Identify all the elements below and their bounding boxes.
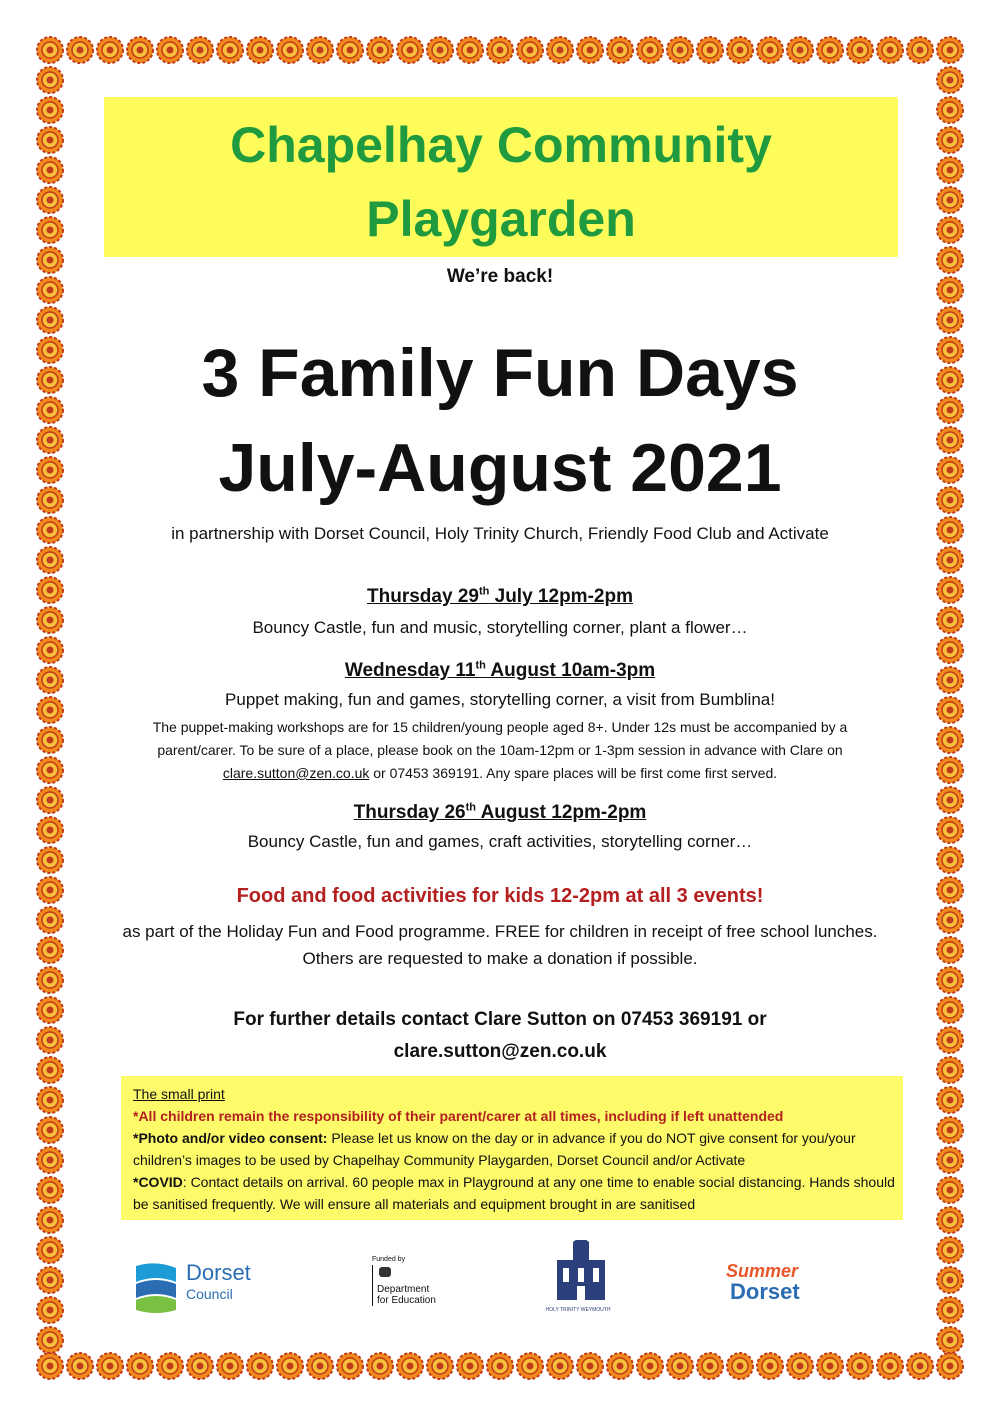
sun-icon <box>907 37 933 63</box>
sun-icon <box>937 127 963 153</box>
sun-icon <box>37 1267 63 1293</box>
note-text-a: The puppet-making workshops are for 15 children/young people aged 8+. Under 12s must be accompanied by a parent/carer. To be sure of a place, please book on the 10am-12pm or 1-3pm session in advance with Clare on <box>152 719 848 758</box>
dfe-line-2: for Education <box>377 1295 436 1306</box>
sun-icon <box>37 187 63 213</box>
dorset-council-emblem-icon <box>132 1260 180 1316</box>
sun-icon <box>937 997 963 1023</box>
contact-details <box>120 1004 880 1068</box>
sun-icon <box>937 217 963 243</box>
sun-icon <box>37 97 63 123</box>
sun-icon <box>157 1353 183 1379</box>
sun-icon <box>667 37 693 63</box>
sun-icon <box>937 1117 963 1143</box>
sun-icon <box>37 217 63 243</box>
summer-dorset-logo <box>726 1262 822 1312</box>
sun-icon <box>817 1353 843 1379</box>
sun-icon <box>937 727 963 753</box>
photo-consent <box>133 1127 895 1171</box>
sun-icon <box>637 37 663 63</box>
tagline: We’re back! <box>446 266 554 287</box>
sun-icon <box>97 1353 123 1379</box>
event-1-day: Thursday 29 <box>367 586 479 608</box>
event-3-rest: August 12pm-2pm <box>476 802 647 824</box>
sun-icon <box>127 37 153 63</box>
sun-icon <box>937 187 963 213</box>
partners-text: in partnership with Dorset Council, Holy Trinity Church, Friendly Food Club and Activate <box>171 524 829 543</box>
sun-icon <box>937 907 963 933</box>
sun-icon <box>37 37 63 63</box>
sun-icon <box>697 37 723 63</box>
sun-icon <box>187 37 213 63</box>
sun-icon <box>607 1353 633 1379</box>
sun-icon <box>127 1353 153 1379</box>
sun-icon <box>937 1327 963 1353</box>
event-3-ordinal: th <box>465 802 476 814</box>
sun-icon <box>247 37 273 63</box>
sun-icon <box>937 97 963 123</box>
sun-icon <box>457 37 483 63</box>
event-description-2: Puppet making, fun and games, storytelling corner, a visit from Bumblina! <box>225 690 775 709</box>
sun-icon <box>217 37 243 63</box>
sun-icon <box>727 1353 753 1379</box>
sun-icon <box>937 157 963 183</box>
sun-icon <box>37 997 63 1023</box>
headline <box>0 326 1000 516</box>
sun-icon <box>787 1353 813 1379</box>
sun-icon <box>667 1353 693 1379</box>
sun-icon <box>937 1027 963 1053</box>
sun-icon <box>37 127 63 153</box>
note-text-b: or 07453 369191. Any spare places will be first come first served. <box>369 765 778 781</box>
sun-icon <box>847 37 873 63</box>
sun-icon <box>637 1353 663 1379</box>
event-1-ordinal: th <box>478 586 490 598</box>
note-email-link[interactable]: clare.sutton@zen.co.uk <box>222 765 370 781</box>
sun-icon <box>937 1297 963 1323</box>
sun-icon <box>37 1087 63 1113</box>
sun-icon <box>817 37 843 63</box>
sun-icon <box>37 727 63 753</box>
dorset-wordmark: Dorset <box>186 1260 251 1285</box>
sun-icon <box>757 1353 783 1379</box>
sun-icon <box>367 37 393 63</box>
sun-icon <box>37 1327 63 1353</box>
covid-label: *COVID <box>133 1174 183 1190</box>
dorset-word: Dorset <box>730 1279 800 1304</box>
council-wordmark: Council <box>186 1286 233 1302</box>
dfe-logo <box>372 1256 452 1316</box>
sun-icon <box>697 1353 723 1379</box>
sun-icon <box>937 1147 963 1173</box>
event-2-note <box>120 716 880 785</box>
event-description-1: Bouncy Castle, fun and music, storytelling corner, plant a flower… <box>252 618 748 637</box>
sun-icon <box>37 1027 63 1053</box>
royal-crest-icon <box>377 1265 393 1279</box>
sun-icon <box>727 37 753 63</box>
sun-icon <box>877 1353 903 1379</box>
sun-icon <box>457 1353 483 1379</box>
sun-icon <box>757 37 783 63</box>
event-1-rest: July 12pm-2pm <box>489 586 633 608</box>
sun-icon <box>937 67 963 93</box>
sun-icon <box>547 1353 573 1379</box>
sun-icon <box>937 1267 963 1293</box>
event-title-1 <box>0 586 1000 608</box>
sun-icon <box>37 1057 63 1083</box>
sun-icon <box>37 907 63 933</box>
sun-icon <box>37 1207 63 1233</box>
sun-icon <box>37 67 63 93</box>
sun-icon <box>427 1353 453 1379</box>
sun-icon <box>37 937 63 963</box>
sun-icon <box>187 1353 213 1379</box>
sun-icon <box>937 1087 963 1113</box>
sun-icon <box>937 1237 963 1263</box>
sun-icon <box>877 37 903 63</box>
sun-icon <box>37 1117 63 1143</box>
sun-icon <box>157 37 183 63</box>
contact-email[interactable]: clare.sutton@zen.co.uk <box>393 1041 607 1062</box>
sun-icon <box>37 757 63 783</box>
sun-icon <box>397 1353 423 1379</box>
sun-icon <box>367 1353 393 1379</box>
sun-icon <box>277 1353 303 1379</box>
covid-text: : Contact details on arrival. 60 people max in Playground at any one time to enable social distancing. Hands should be sanitised frequently. We will ensure all materials and equipment brought in are sanitised <box>133 1174 895 1212</box>
event-title-3 <box>0 802 1000 824</box>
sun-icon <box>577 37 603 63</box>
sun-icon <box>937 1207 963 1233</box>
sun-icon <box>487 37 513 63</box>
church-caption: HOLY TRINITY WEYMOUTH <box>545 1307 611 1313</box>
sun-icon <box>247 1353 273 1379</box>
sun-icon <box>37 967 63 993</box>
sun-icon <box>37 1353 63 1379</box>
event-2-day: Wednesday 11 <box>344 660 476 682</box>
food-description: as part of the Holiday Fun and Food programme. FREE for children in receipt of free school lunches. Others are requested to make a donation if possible. <box>122 922 878 968</box>
title-line-2: Playgarden <box>366 191 636 247</box>
sun-icon <box>937 547 963 573</box>
food-title: Food and food activities for kids 12-2pm at all 3 events! <box>236 885 764 907</box>
sun-icon <box>67 1353 93 1379</box>
holy-trinity-logo <box>546 1240 616 1318</box>
photo-consent-label: *Photo and/or video consent: <box>133 1130 328 1146</box>
church-icon <box>551 1240 611 1302</box>
responsibility-notice: *All children remain the responsibility of their parent/carer at all times, including if left unattended <box>133 1108 784 1124</box>
sun-icon <box>937 757 963 783</box>
sun-icon <box>547 37 573 63</box>
sun-icon <box>307 1353 333 1379</box>
sun-icon <box>937 37 963 63</box>
event-description-3: Bouncy Castle, fun and games, craft activities, storytelling corner… <box>247 832 753 851</box>
sun-icon <box>37 547 63 573</box>
sun-icon <box>937 1177 963 1203</box>
event-2-rest: August 10am-3pm <box>485 660 656 682</box>
sun-icon <box>907 1353 933 1379</box>
sun-icon <box>397 37 423 63</box>
dorset-council-logo <box>132 1258 272 1318</box>
sun-icon <box>487 1353 513 1379</box>
sun-icon <box>67 37 93 63</box>
sun-icon <box>937 1353 963 1379</box>
headline-line-1: 3 Family Fun Days <box>201 335 799 411</box>
sun-icon <box>337 37 363 63</box>
headline-line-2: July-August 2021 <box>218 430 782 506</box>
sun-icon <box>307 37 333 63</box>
sun-icon <box>577 1353 603 1379</box>
small-print <box>133 1083 895 1215</box>
sun-icon <box>517 37 543 63</box>
event-title-2 <box>0 660 1000 682</box>
title-line-1: Chapelhay Community <box>230 117 772 173</box>
small-print-heading: The small print <box>133 1086 225 1102</box>
sun-icon <box>37 1237 63 1263</box>
dfe-funded-by: Funded by <box>372 1256 406 1263</box>
page-title <box>104 108 898 256</box>
sun-icon <box>787 37 813 63</box>
dfe-line-1: Department <box>377 1284 430 1295</box>
sun-icon <box>337 1353 363 1379</box>
photo-consent-text: Please let us know on the day or in advance if you do NOT give consent for you/your children’s images to be used by Chapelhay Community Playgarden, Dorset Council and/or Activate <box>133 1130 856 1168</box>
summer-word: Summer <box>726 1261 799 1281</box>
sun-icon <box>937 1057 963 1083</box>
sun-icon <box>37 157 63 183</box>
contact-line-1: For further details contact Clare Sutton on 07453 369191 or <box>233 1009 767 1030</box>
sun-icon <box>427 37 453 63</box>
sun-icon <box>277 37 303 63</box>
sun-icon <box>847 1353 873 1379</box>
sun-icon <box>517 1353 543 1379</box>
sun-icon <box>37 1297 63 1323</box>
sun-icon <box>217 1353 243 1379</box>
covid-notice <box>133 1171 895 1215</box>
sun-icon <box>937 967 963 993</box>
event-2-ordinal: th <box>475 660 486 672</box>
sun-icon <box>937 937 963 963</box>
sun-icon <box>97 37 123 63</box>
sun-icon <box>37 1147 63 1173</box>
sun-icon <box>37 1177 63 1203</box>
sun-icon <box>607 37 633 63</box>
event-3-day: Thursday 26 <box>353 802 466 824</box>
